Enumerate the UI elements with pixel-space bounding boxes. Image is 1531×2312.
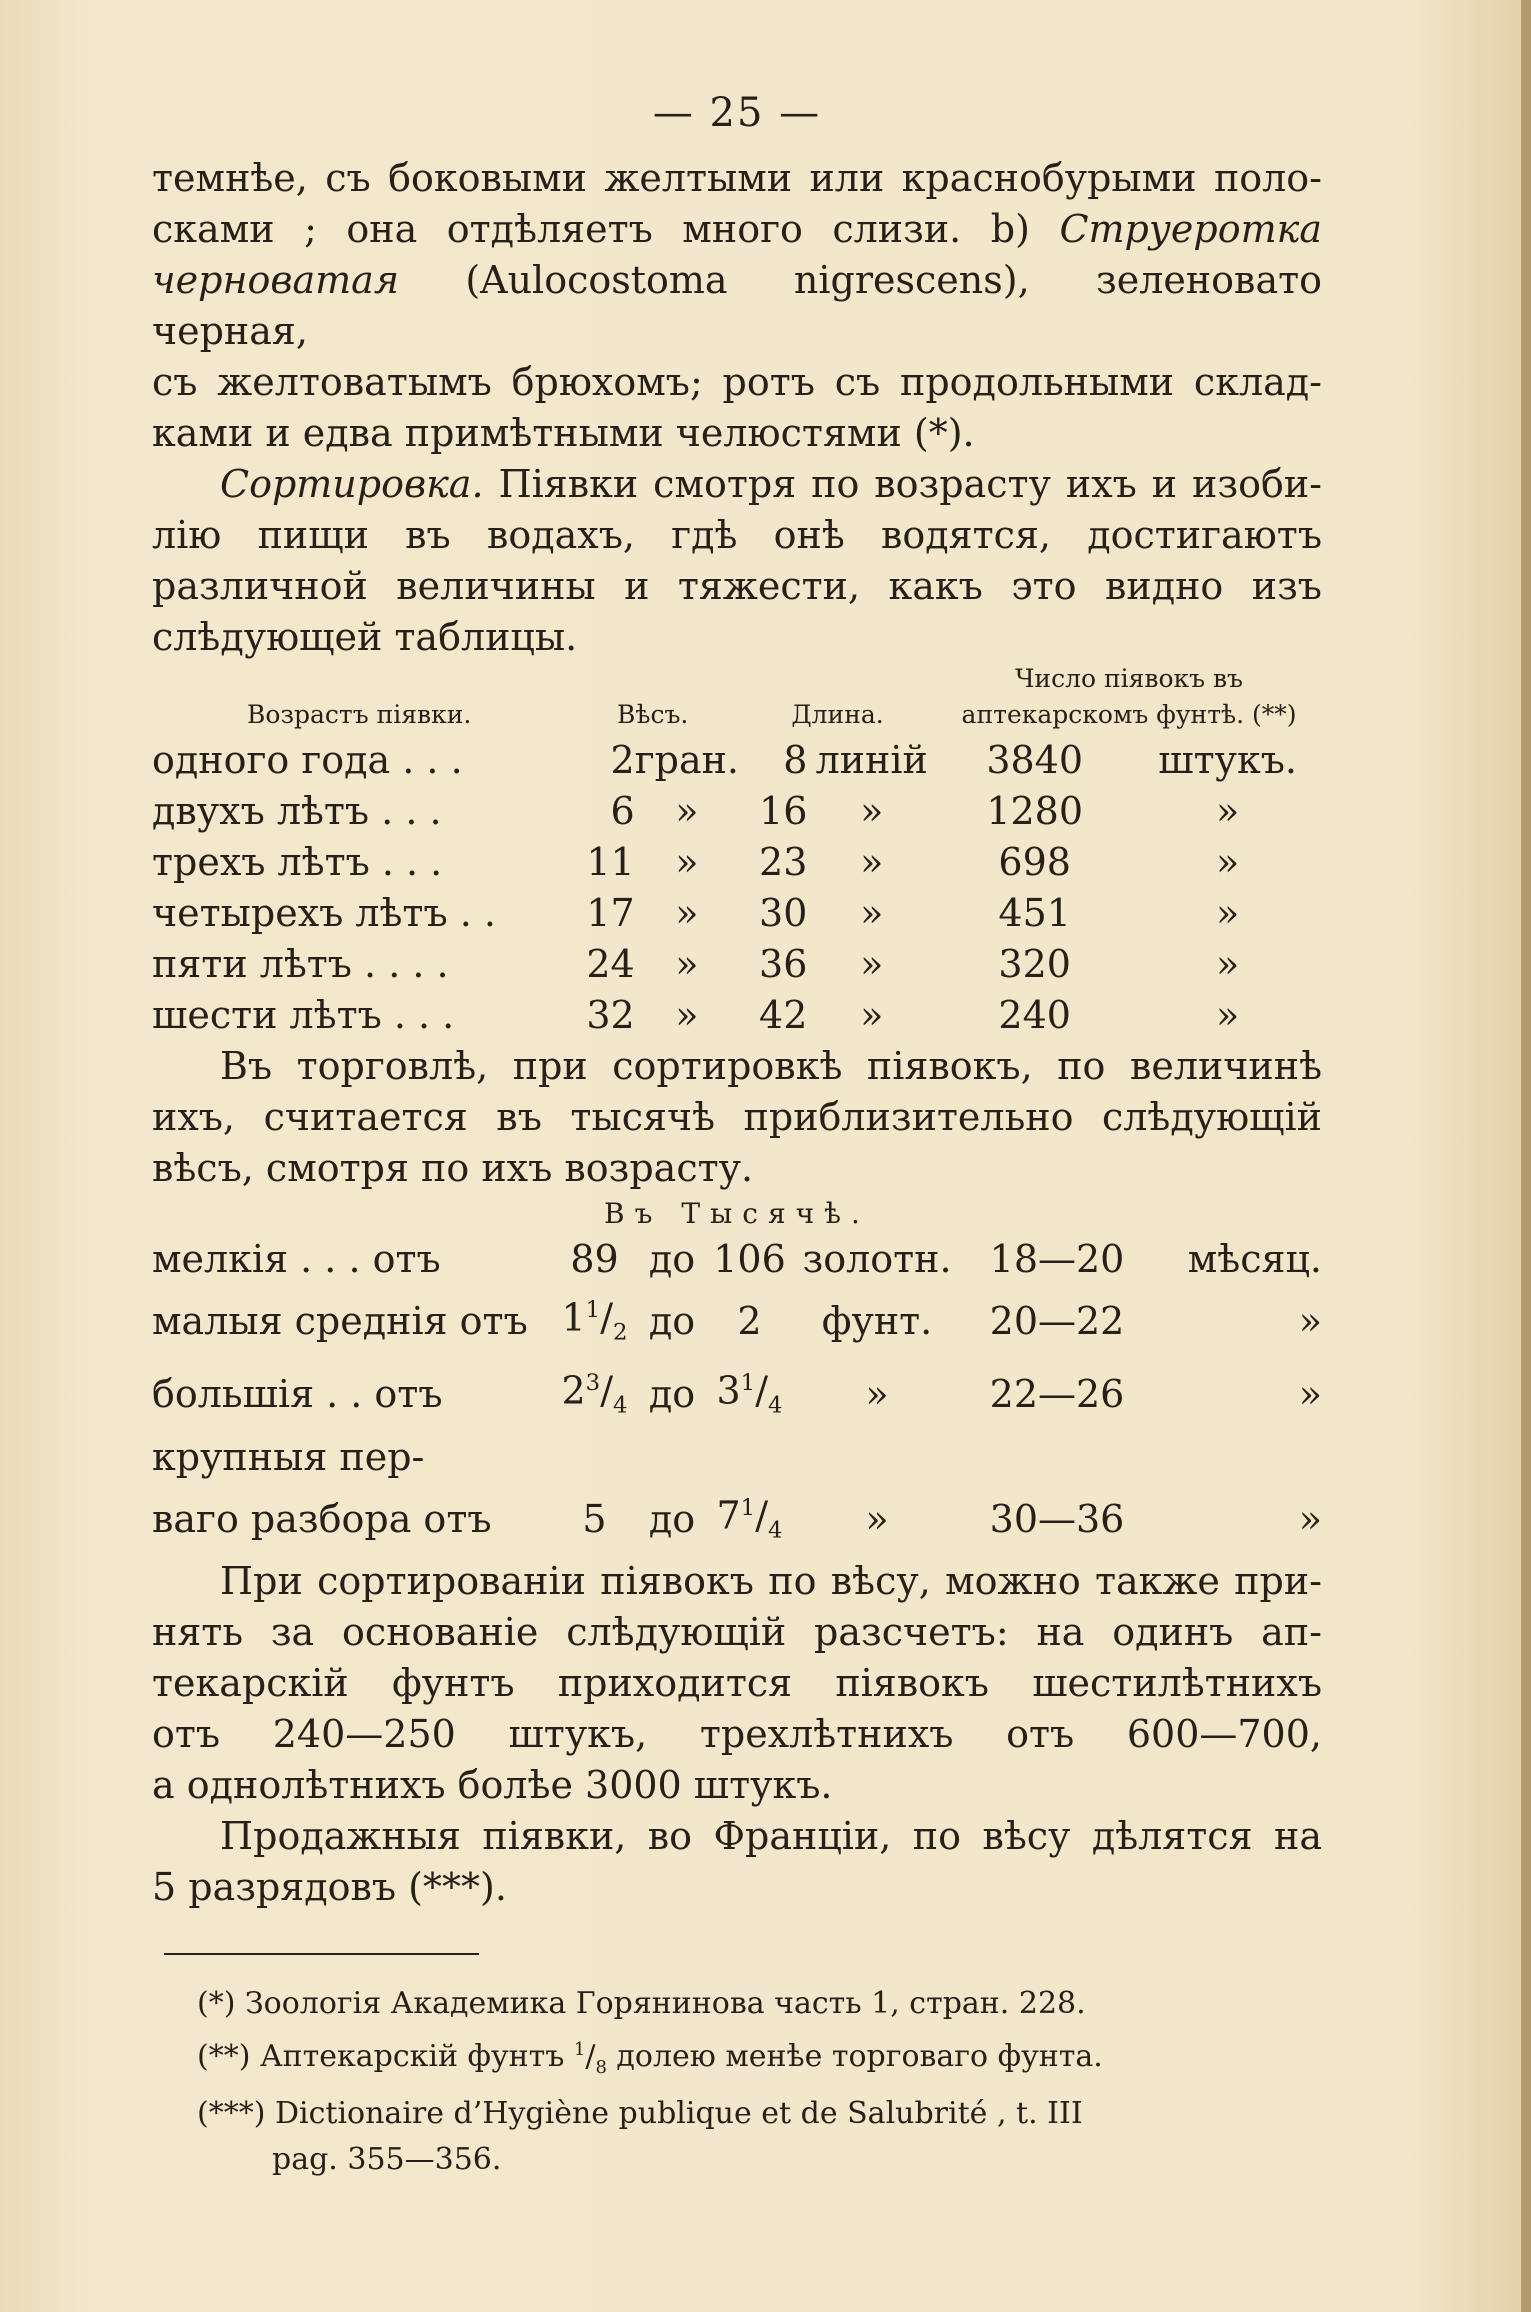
- table-row: шести лѣтъ . . . 32 » 42 » 240 »: [152, 993, 1240, 1037]
- table-row: мелкія . . . отъ 89 до 106 золотн. 18—20 мѣсяц.: [152, 1237, 1322, 1281]
- footnote: (*) Зоологія Академика Горянинова часть 1, стран. 228.: [197, 1985, 1086, 2021]
- footnote-continuation: pag. 355—356.: [272, 2141, 502, 2177]
- table-row: ваго разбора отъ 5 до $7^1/_4$ » 30—36 »: [152, 1483, 1322, 1556]
- table-header-top: [152, 663, 1322, 699]
- fraction-value: $7^1/_4$: [716, 1493, 783, 1543]
- text-line: отъ 240—250 штукъ, трехлѣтнихъ отъ 600—700,: [152, 1711, 1322, 1756]
- text-line: ками и едва примѣтными челюстями (*).: [152, 411, 975, 455]
- trade-table-heading: Въ Тысячѣ.: [604, 1197, 870, 1230]
- column-header: Число піявокъ въ: [1015, 664, 1243, 693]
- table-row: двухъ лѣтъ . . . 6 » 16 » 1280 »: [152, 789, 1240, 833]
- footnote-divider: [164, 1953, 479, 1955]
- text-line: слѣдующей таблицы.: [152, 615, 578, 659]
- paragraph-trade: [152, 1041, 1322, 1194]
- text-line: сками ; она отдѣляетъ много слизи. b) Струеротка: [152, 207, 1322, 251]
- text-line: текарскій фунтъ приходится піявокъ шестилѣтнихъ: [152, 1660, 1322, 1705]
- table-row: большія . . отъ $2^3/_4$ до $3^1/_4$ » 22—26 »: [152, 1358, 1322, 1431]
- fraction-value: $1^1/_2$: [561, 1295, 628, 1346]
- footnotes: [152, 1981, 1322, 2183]
- table-row: малыя среднія отъ $1^1/_2$ до 2 фунт. 20—22 »: [152, 1285, 1322, 1358]
- trade-table: [152, 1234, 1322, 1556]
- table-row: крупныя пер-: [152, 1434, 425, 1479]
- text-line: темнѣе, съ боковыми желтыми или краснобурыми поло-: [152, 156, 1322, 200]
- paragraph-sorting: [152, 459, 1322, 663]
- page-content: [152, 88, 1322, 2183]
- page-edge: [1521, 0, 1531, 2312]
- table-row: пяти лѣтъ . . . . 24 » 36 » 320 »: [152, 942, 1240, 986]
- column-header: аптекарскомъ фунтѣ. (**): [961, 700, 1297, 729]
- paragraph-france: [152, 1811, 1322, 1913]
- text-line: ихъ, считается въ тысячѣ приблизительно слѣдующій: [152, 1095, 1322, 1139]
- page-number: — 25 —: [652, 90, 822, 136]
- column-header: Возрастъ піявки.: [246, 700, 472, 729]
- text-line: съ желтоватымъ брюхомъ; ротъ съ продольными склад-: [152, 360, 1322, 404]
- table-header: [152, 699, 1322, 735]
- text-line: лію пищи въ водахъ, гдѣ онѣ водятся, достигаютъ: [152, 513, 1322, 557]
- text-line: 5 разрядовъ (***).: [152, 1864, 507, 1909]
- text-line: Продажныя піявки, во Франціи, по вѣсу дѣлятся на: [220, 1813, 1322, 1858]
- text-line: вѣсъ, смотря по ихъ возрасту.: [152, 1146, 754, 1190]
- text-line: а однолѣтнихъ болѣе 3000 штукъ.: [152, 1762, 833, 1807]
- footnote: (**) Аптекарскій фунтъ $^1/_8$ долею менѣе торговаго фунта.: [197, 2038, 1103, 2078]
- paragraph-weight: [152, 1556, 1322, 1811]
- paragraph-species: [152, 153, 1322, 459]
- age-table: [152, 663, 1322, 1041]
- table-row: четырехъ лѣтъ . . 17 » 30 » 451 »: [152, 891, 1240, 935]
- text-line: различной величины и тяжести, какъ это видно изъ: [152, 564, 1322, 608]
- column-header: Вѣсъ.: [617, 700, 689, 729]
- column-header: Длина.: [791, 700, 884, 729]
- table-row: трехъ лѣтъ . . . 11 » 23 » 698 »: [152, 840, 1240, 884]
- fraction-value: $2^3/_4$: [561, 1368, 628, 1419]
- section-heading: Сортировка.: [220, 462, 484, 506]
- text-line: Въ торговлѣ, при сортировкѣ піявокъ, по величинѣ: [220, 1044, 1322, 1088]
- text-line: черноватая (Aulocostoma nigrescens), зеленовато черная,: [152, 258, 1322, 353]
- table-row: одного года . . . 2 гран. 8 линій 3840 штукъ.: [152, 738, 1297, 782]
- footnote: (***) Dictionaire d’Hygiène publique et de Salubrité , t. III: [197, 2095, 1083, 2131]
- text-line: нять за основаніе слѣдующій разсчетъ: на одинъ ап-: [152, 1609, 1322, 1654]
- text-line: Сортировка. Піявки смотря по возрасту ихъ и изоби-: [220, 462, 1322, 506]
- fraction-value: $3^1/_4$: [716, 1368, 783, 1419]
- text-line: При сортированіи піявокъ по вѣсу, можно также при-: [220, 1558, 1322, 1603]
